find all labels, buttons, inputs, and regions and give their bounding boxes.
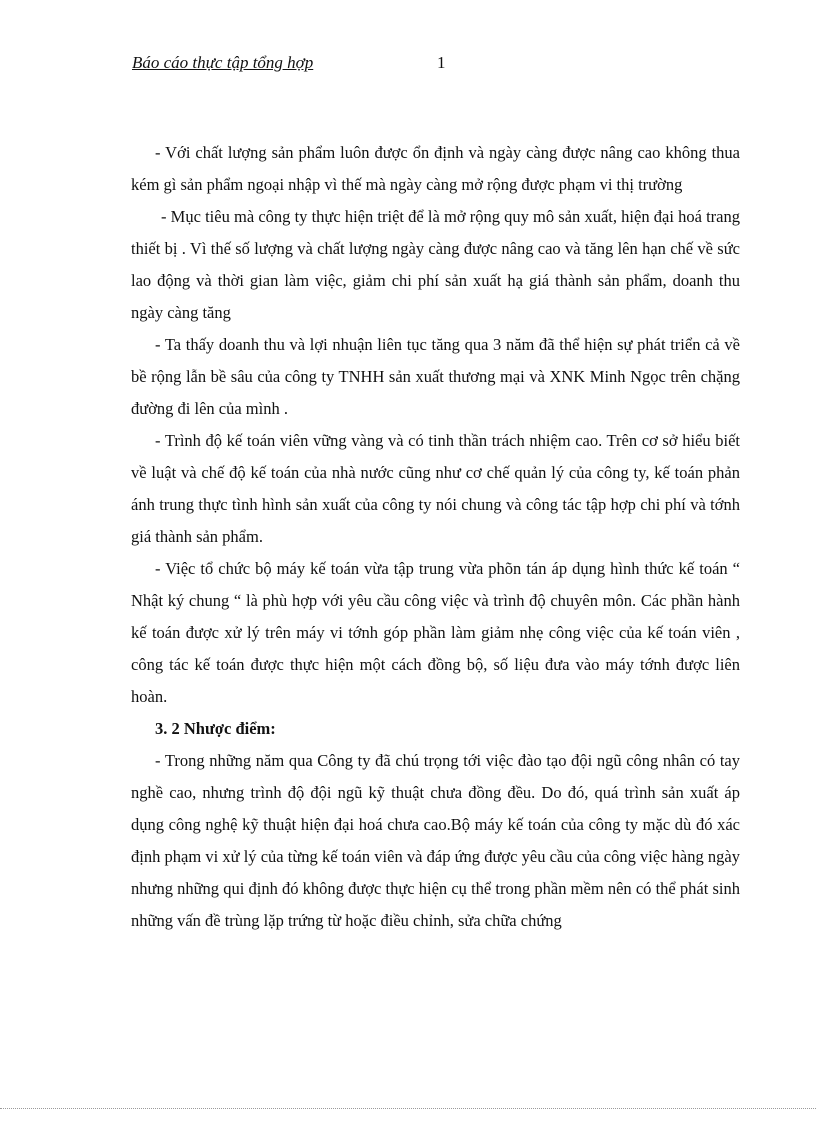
paragraph-accountant-skill: - Trình độ kế toán viên vững vàng và có tinh thần trách nhiệm cao. Trên cơ sở hiểu biết về luật và chế độ kế toán của nhà nước cũng như cơ chế quản lý của công ty, kế toán phản ánh trung thực tình hình sản xuất của công ty nói chung và công tác tập hợp chi phí và tớnh giá thành sản phẩm. bbox=[131, 431, 740, 546]
page-number: 1 bbox=[437, 53, 446, 72]
paragraph-weaknesses: - Trong những năm qua Công ty đã chú trọng tới việc đào tạo đội ngũ công nhân có tay nghề cao, nhưng trình độ đội ngũ kỹ thuật chưa đồng đều. Do đó, quá trình sản xuất áp dụng công nghệ kỹ thuật hiện đại hoá chưa cao.Bộ máy kế toán của công ty mặc dù đó xác định phạm vi xử lý của từng kế toán viên và đáp ứng được yêu cầu của công việc hàng ngày nhưng những qui định đó không được thực hiện cụ thể trong phần mềm nên có thể phát sinh những vấn đề trùng lặp trứng từ hoặc điều chỉnh, sửa chữa chứng bbox=[131, 751, 740, 930]
page-bottom-divider bbox=[0, 1108, 816, 1109]
paragraph-accounting-organization: - Việc tổ chức bộ máy kế toán vừa tập trung vừa phõn tán áp dụng hình thức kế toán “ Nhật ký chung “ là phù hợp với yêu cầu công việc và trình độ chuyên môn. Các phần hành kế toán được xử lý trên máy vi tớnh góp phần làm giảm nhẹ công việc của kế toán viên , công tác kế toán được thực hiện một cách đồng bộ, số liệu đưa vào máy tớnh được liên hoàn. bbox=[131, 559, 740, 706]
paragraph-revenue-growth: - Ta thấy doanh thu và lợi nhuận liên tục tăng qua 3 năm đã thể hiện sự phát triển cả về bề rộng lẫn bề sâu của công ty TNHH sản xuất thương mại và XNK Minh Ngọc trên chặng đường đi lên của mình . bbox=[131, 335, 740, 418]
header-title: Báo cáo thực tập tổng hợp bbox=[132, 53, 314, 72]
section-heading-weaknesses: 3. 2 Nhược điểm: bbox=[155, 719, 276, 738]
paragraph-company-goal: - Mục tiêu mà công ty thực hiện triệt để là mở rộng quy mô sản xuất, hiện đại hoá trang thiết bị . Vì thế số lượng và chất lượng ngày càng được nâng cao và tăng lên hạn chế về sức lao động và thời gian làm việc, giảm chi phí sản xuất hạ giá thành sản phẩm, doanh thu ngày càng tăng bbox=[131, 207, 740, 322]
paragraph-product-quality: - Với chất lượng sản phẩm luôn được ổn định và ngày càng được nâng cao không thua kém gì sản phẩm ngoại nhập vì thế mà ngày càng mở rộng được phạm vi thị trường bbox=[131, 143, 740, 194]
document-body bbox=[131, 137, 740, 937]
